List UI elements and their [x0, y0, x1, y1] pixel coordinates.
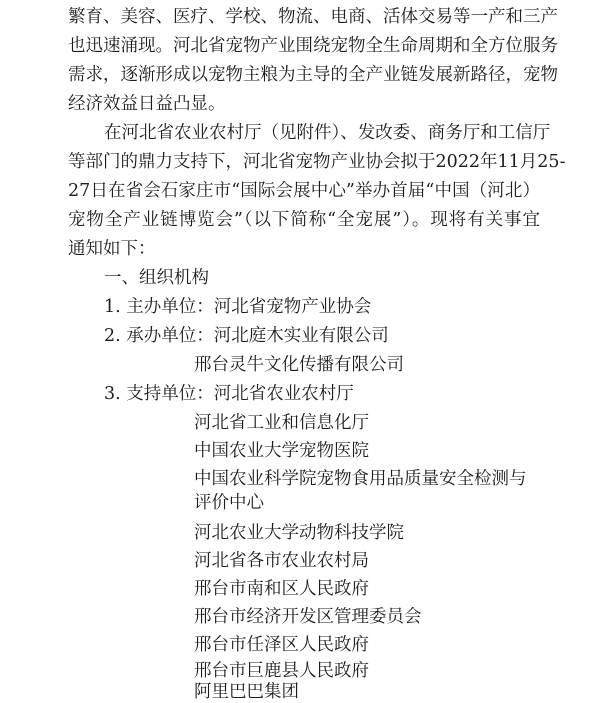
organizer-row — [104, 296, 371, 318]
supporter-extra-8: 邢台市经济开发区管理委员会 — [194, 607, 422, 627]
host-row — [104, 325, 389, 347]
host-value: 河北庭木实业有限公司 — [213, 326, 389, 346]
host-extra-1: 邢台灵牛文化传播有限公司 — [194, 355, 404, 375]
supporter-extra-7: 邢台市南和区人民政府 — [194, 579, 369, 599]
supporter-extra-9: 邢台市任泽区人民政府 — [194, 635, 369, 655]
supporter-extra-2: 中国农业大学宠物医院 — [194, 441, 369, 461]
intro-line-1: 繁育、美容、医疗、学校、物流、电商、活体交易等一产和三产 — [68, 7, 558, 27]
host-label: 2. 承办单位： — [104, 326, 214, 346]
supporter-value: 河北省农业农村厅 — [213, 384, 354, 404]
supporter-extra-3: 中国农业科学院宠物食用品质量安全检测与 — [194, 469, 527, 489]
supporter-extra-11: 阿里巴巴集团 — [194, 682, 299, 702]
notice-line-3: 27日在省会石家庄市“国际会展中心”举办首届“中国（河北） — [68, 181, 540, 201]
supporter-row — [104, 383, 354, 405]
notice-line-4: 宠物全产业链博览会”（以下简称“全宠展”）。现将有关事宜 — [68, 210, 540, 230]
notice-line-5: 通知如下： — [68, 239, 156, 259]
organizer-value: 河北省宠物产业协会 — [213, 297, 372, 317]
section-heading: 一、组织机构 — [104, 268, 209, 288]
supporter-extra-10: 邢台市巨鹿县人民政府 — [194, 661, 369, 681]
notice-line-1: 在河北省农业农村厅（见附件）、发改委、商务厅和工信厅 — [104, 123, 551, 143]
organizer-label: 1. 主办单位： — [104, 297, 214, 317]
supporter-extra-4: 评价中心 — [194, 493, 264, 513]
supporter-extra-5: 河北农业大学动物科技学院 — [194, 523, 404, 543]
intro-line-4: 经济效益日益凸显。 — [68, 94, 226, 114]
supporter-label: 3. 支持单位： — [104, 384, 214, 404]
supporter-extra-1: 河北省工业和信息化厅 — [194, 413, 369, 433]
intro-line-2: 也迅速涌现。河北省宠物产业围绕宠物全生命周期和全方位服务 — [68, 36, 558, 56]
intro-line-3: 需求，逐渐形成以宠物主粮为主导的全产业链发展新路径，宠物 — [68, 65, 558, 85]
notice-line-2: 等部门的鼎力支持下，河北省宠物产业协会拟于2022年11月25- — [68, 152, 566, 172]
supporter-extra-6: 河北省各市农业农村局 — [194, 551, 369, 571]
